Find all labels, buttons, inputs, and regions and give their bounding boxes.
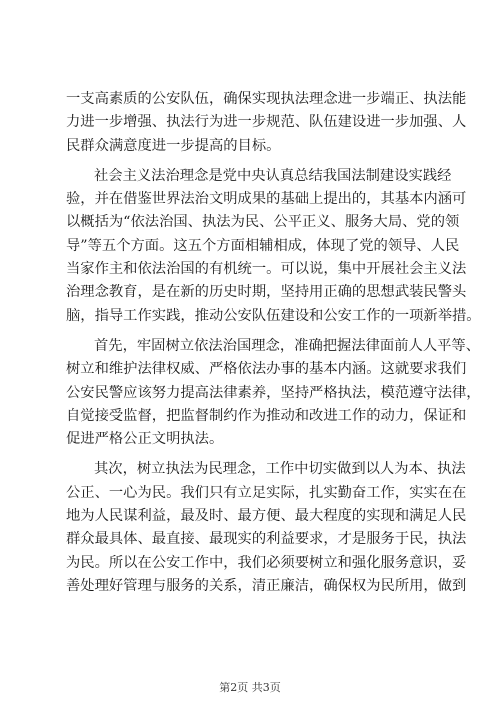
text-line: 验，并在借鉴世界法治文明成果的基础上提出的，其基本内涵可 — [66, 191, 467, 208]
paragraph-gap — [66, 451, 436, 458]
text-line: 群众最具体、最直接、最现实的利益要求，才是服务于民，执法 — [66, 531, 467, 548]
paragraph-4 — [66, 458, 467, 598]
text-line: 社会主义法治理念是党中央认真总结我国法制建设实践经 — [94, 167, 452, 184]
text-line: 首先，牢固树立依法治国理念，准确把握法律面前人人平等、 — [94, 337, 481, 354]
text-line: 公正、一心为民。我们只有立足实际，扎实勤奋工作，实实在在 — [66, 484, 467, 501]
text-line: 善处理好管理与服务的关系，清正廉洁，确保权为民所用，做到 — [66, 577, 467, 594]
text-line: 为民。所以在公安工作中，我们必须要树立和强化服务意识，妥 — [66, 554, 467, 571]
text-line: 促进严格公正文明执法。 — [66, 431, 224, 448]
text-line: 治理念教育，是在新的历史时期，坚持用正确的思想武装民警头 — [66, 284, 467, 301]
paragraph-2 — [66, 165, 481, 328]
text-line: 以概括为“依法治国、执法为民、公平正义、服务大局、党的领 — [66, 214, 460, 231]
text-line: 导”等五个方面。这五个方面相辅相成，体现了党的领导、人民 — [66, 237, 460, 254]
text-line: 自觉接受监督，把监督制约作为推动和改进工作的动力，保证和 — [66, 407, 467, 424]
text-line: 一支高素质的公安队伍，确保实现执法理念进一步端正、执法能 — [66, 91, 467, 107]
text-line: 其次，树立执法为民理念，工作中切实做到以人为本、执法 — [94, 461, 466, 478]
text-line: 脑，指导工作实践，推动公安队伍建设和公安工作的一项新举措。 — [66, 307, 481, 324]
document-body — [66, 88, 481, 598]
text-line: 树立和维护法律权威、严格依法办事的基本内涵。这就要求我们 — [66, 361, 467, 378]
text-line: 当家作主和依法治国的有机统一。可以说，集中开展社会主义法 — [66, 261, 467, 278]
page-number-footer: 第2页 共3页 — [219, 681, 281, 694]
text-line: 地为人民谋利益，最及时、最方便、最大程度的实现和满足人民 — [66, 508, 467, 525]
paragraph-gap — [66, 328, 436, 335]
text-line: 力进一步增强、执法行为进一步规范、队伍建设进一步加强、人 — [66, 114, 467, 131]
text-line: 民群众满意度进一步提高的目标。 — [66, 137, 281, 154]
paragraph-1 — [66, 88, 467, 158]
paragraph-3 — [66, 335, 481, 451]
text-line: 公安民警应该努力提高法律素养，坚持严格执法，模范遵守法律， — [66, 384, 481, 401]
paragraph-gap — [66, 158, 436, 165]
